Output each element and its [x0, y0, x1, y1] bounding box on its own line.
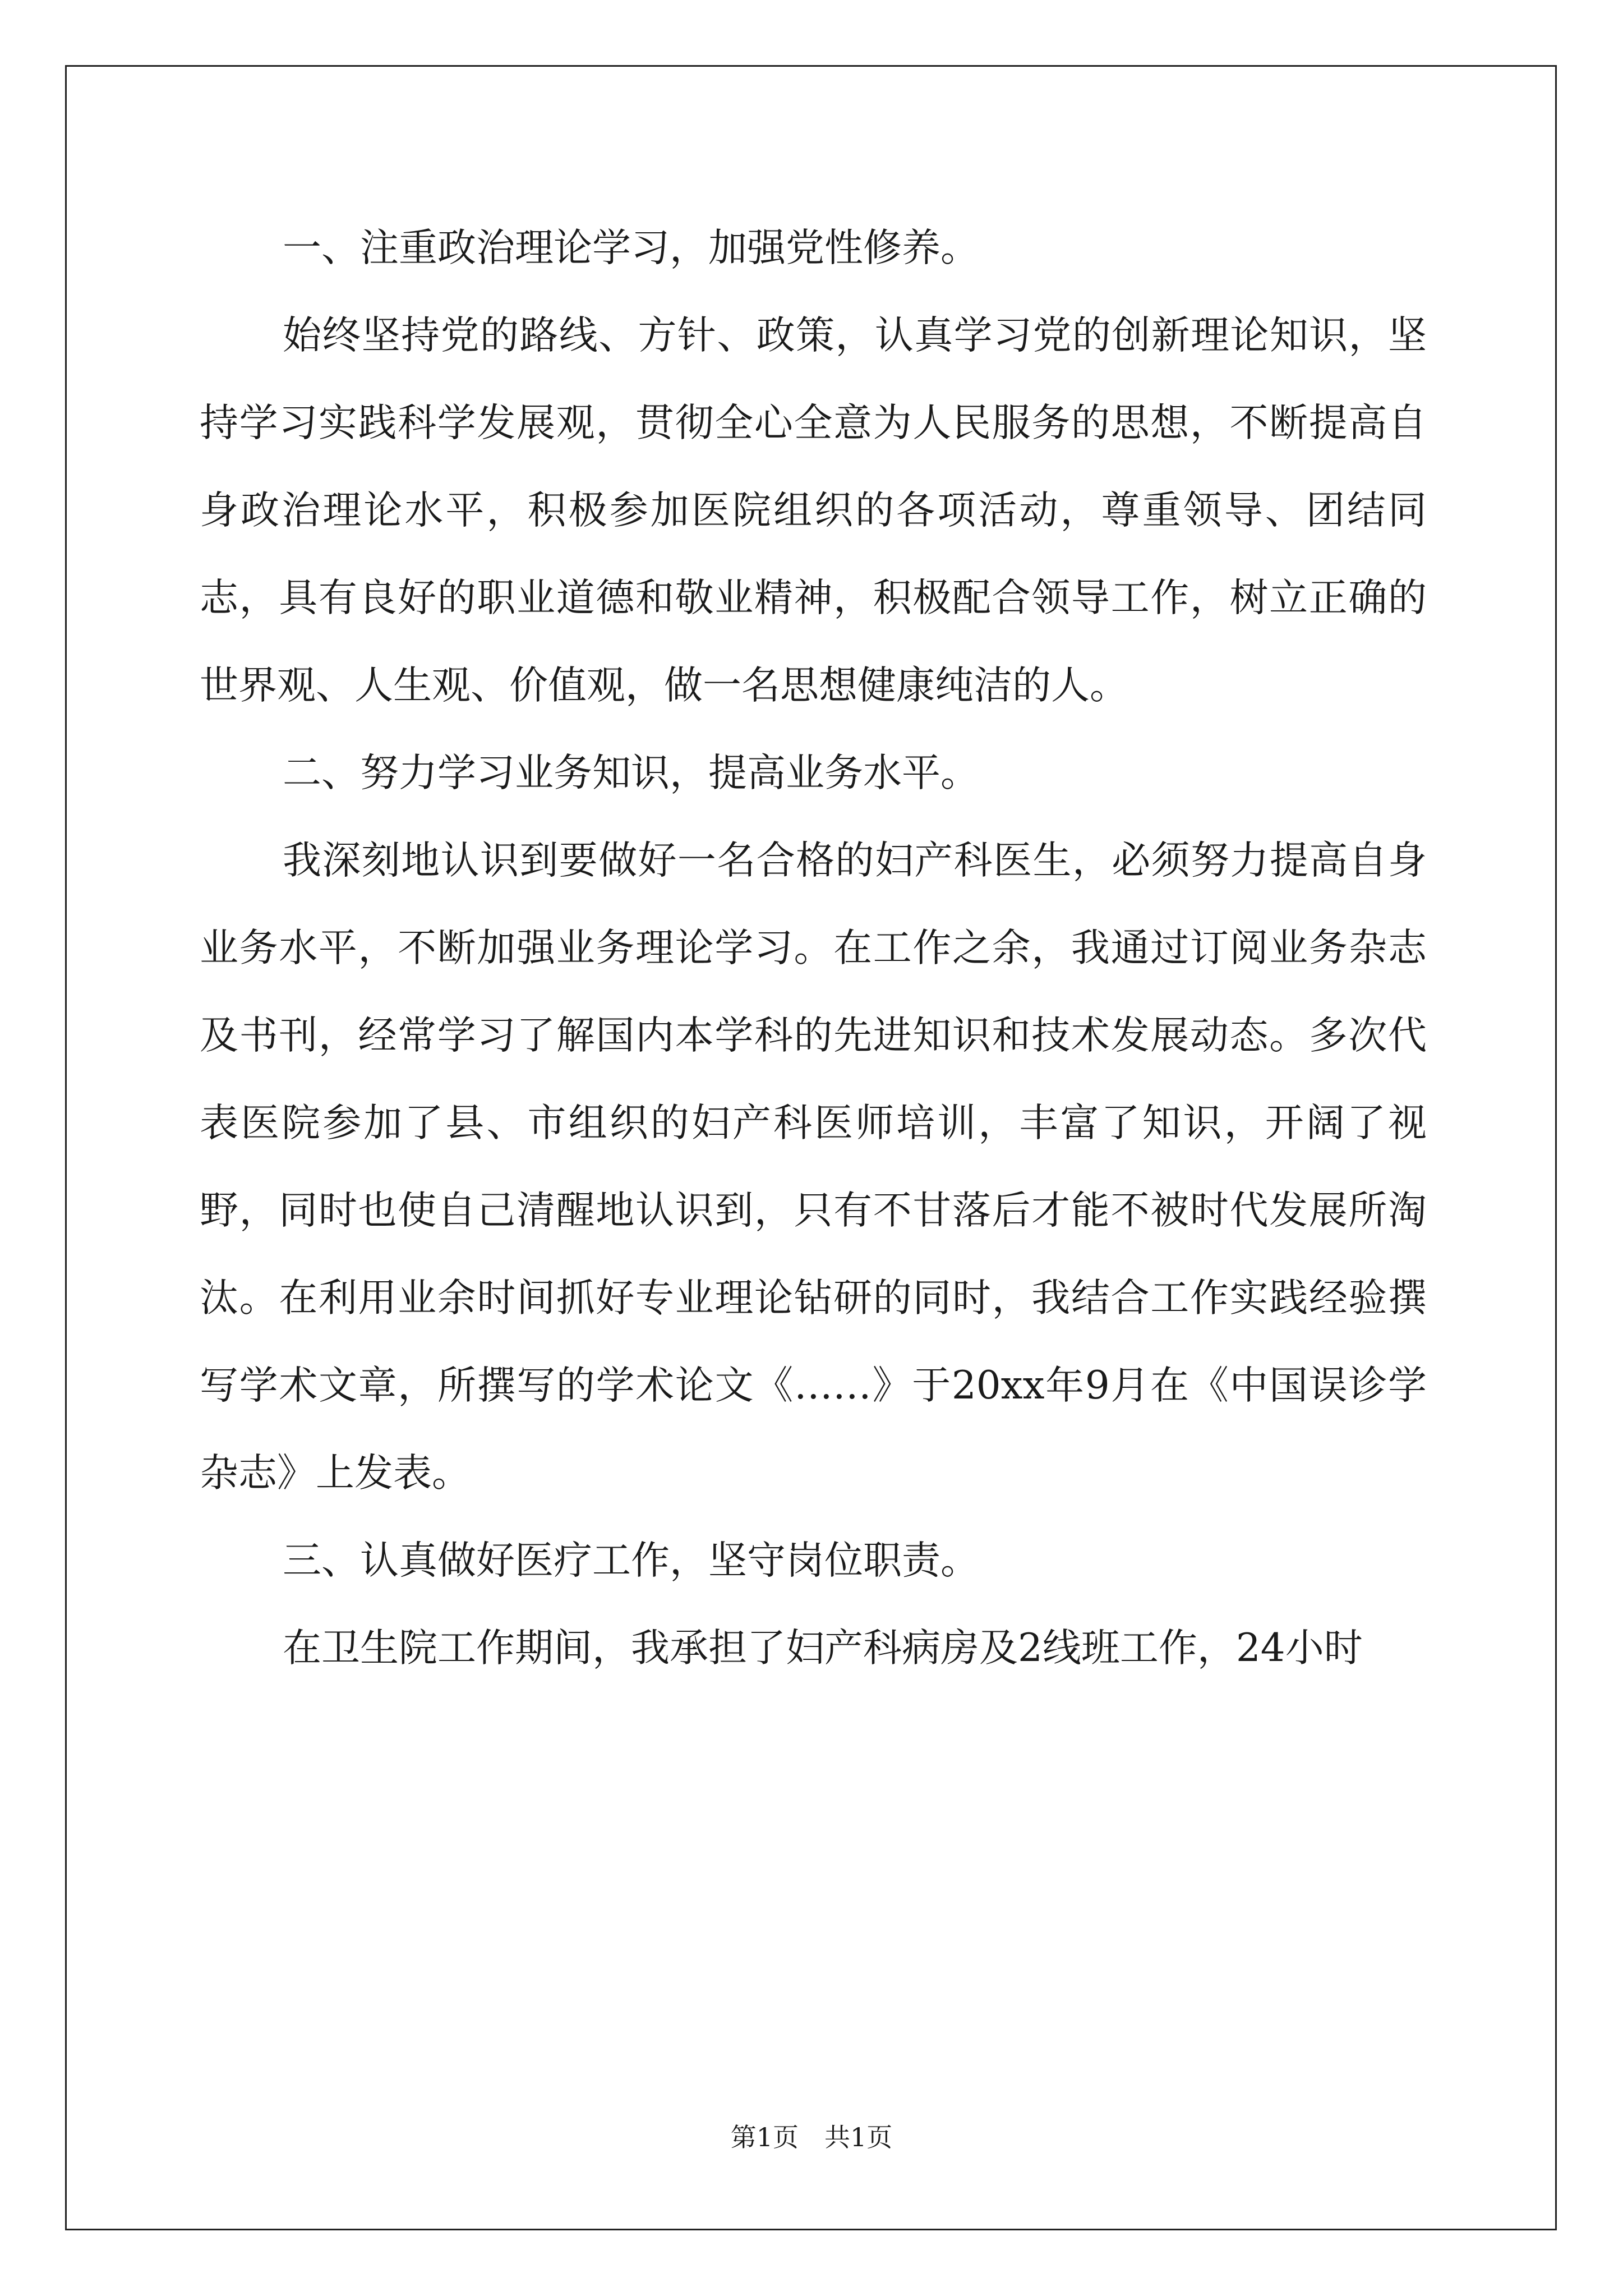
page-number-current: 第1页: [730, 2122, 799, 2152]
page-footer: [0, 2120, 1623, 2154]
paragraph-professional-study: 我深刻地认识到要做好一名合格的妇产科医生，必须努力提高自身业务水平，不断加强业务理论学习。在工作之余，我通过订阅业务杂志及书刊，经常学习了解国内本学科的先进知识和技术发展动态。多次代表医院参加了县、市组织的妇产科医师培训，丰富了知识，开阔了视野，同时也使自己清醒地认识到，只有不甘落后才能不被时代发展所淘汰。在利用业余时间抓好专业理论钻研的同时，我结合工作实践经验撰写学术文章，所撰写的学术论文《……》于20xx年9月在《中国误诊学杂志》上发表。: [200, 838, 1427, 1496]
paragraph-political-study: 始终坚持党的路线、方针、政策，认真学习党的创新理论知识，坚持学习实践科学发展观，贯彻全心全意为人民服务的思想，不断提高自身政治理论水平，积极参加医院组织的各项活动，尊重领导、团结同志，具有良好的职业道德和敬业精神，积极配合领导工作，树立正确的世界观、人生观、价值观，做一名思想健康纯洁的人。: [200, 313, 1427, 708]
document-body: [200, 204, 1427, 1692]
page-number-total: 共1页: [824, 2122, 893, 2152]
heading-section-3: 三、认真做好医疗工作，坚守岗位职责。: [283, 1538, 979, 1583]
heading-section-1: 一、注重政治理论学习，加强党性修养。: [283, 226, 979, 270]
paragraph-medical-work: 在卫生院工作期间，我承担了妇产科病房及2线班工作，24小时: [283, 1626, 1363, 1671]
heading-section-2: 二、努力学习业务知识，提高业务水平。: [283, 751, 979, 795]
